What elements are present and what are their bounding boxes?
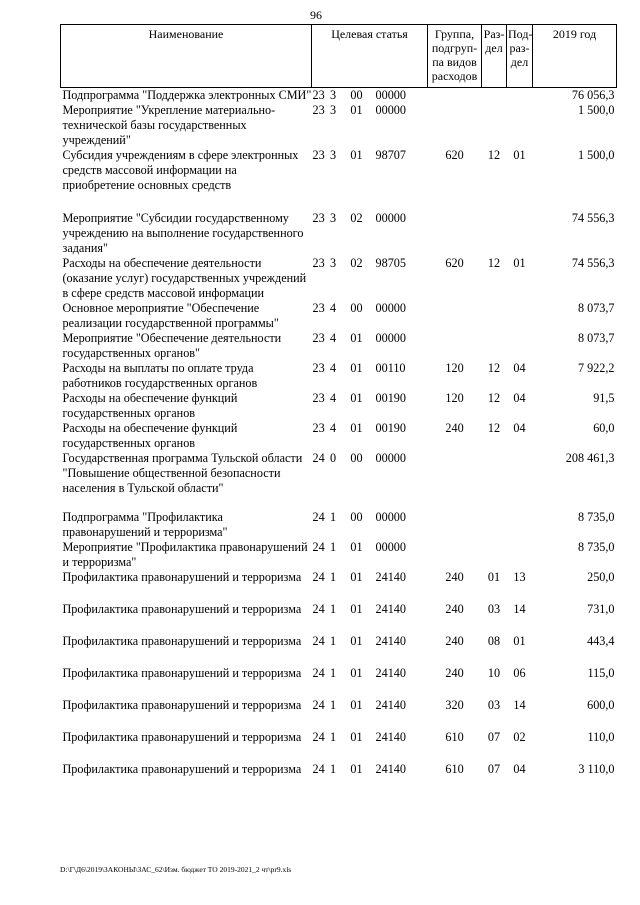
row-code: 00190 (375, 391, 406, 405)
row-name: Расходы на обеспечение функций государственных органов (62, 391, 238, 420)
row-program: 23 (312, 148, 325, 162)
row-expense-type (428, 88, 482, 104)
page-number: 96 (310, 8, 322, 22)
row-section: 07 (487, 762, 501, 776)
row-code: 00000 (375, 451, 406, 465)
row-name: Мероприятие "Укрепление материально-технической базы государственных учреждений" (62, 103, 276, 147)
row-subsection: 14 (513, 698, 526, 712)
row-spacer (61, 585, 617, 602)
row-program: 24 (312, 451, 325, 465)
row-group: 02 (350, 256, 363, 270)
row-section: 01 (487, 570, 501, 584)
row-expense-type (428, 331, 482, 361)
row-code: 24140 (375, 666, 406, 680)
row-group: 01 (350, 391, 363, 405)
row-subprogram: 1 (329, 602, 337, 616)
row-program: 23 (312, 88, 325, 102)
row-code: 00000 (375, 510, 406, 524)
row-amount: 76 056,3 (571, 88, 615, 102)
row-code: 00190 (375, 421, 406, 435)
row-amount: 60,0 (593, 421, 615, 435)
row-subprogram: 4 (329, 421, 337, 435)
row-program: 23 (312, 421, 325, 435)
row-program: 24 (312, 666, 325, 680)
footer-file-path: D:\Г\Д6\2019\ЗАКОНЫ\ЗАС_62\Изм. бюджет ТО 2019-2021_2 чт\pr9.xls (60, 865, 292, 874)
row-program: 24 (312, 698, 325, 712)
row-group: 01 (350, 698, 363, 712)
row-name: Профилактика правонарушений и терроризма (62, 730, 302, 744)
row-subsection: 04 (513, 421, 526, 435)
row-subsection (507, 88, 533, 104)
row-code: 00000 (375, 211, 406, 225)
table-row (61, 391, 617, 421)
row-name: Профилактика правонарушений и терроризма (62, 570, 302, 584)
table-row (61, 256, 617, 301)
row-section: 12 (487, 148, 501, 162)
row-amount: 3 110,0 (578, 762, 615, 776)
spacer-cell (61, 745, 617, 762)
budget-table (60, 24, 617, 777)
row-code: 24140 (375, 634, 406, 648)
row-subsection: 01 (513, 634, 526, 648)
table-row (61, 361, 617, 391)
row-group: 01 (350, 634, 363, 648)
row-amount: 443,4 (587, 634, 615, 648)
row-expense-type: 610 (445, 762, 464, 776)
header-target-article: Целевая статья (312, 25, 428, 88)
row-section: 08 (487, 634, 501, 648)
row-name: Расходы на обеспечение функций государственных органов (62, 421, 238, 450)
row-code: 24140 (375, 570, 406, 584)
table-header-row (61, 25, 617, 88)
row-section: 03 (487, 602, 501, 616)
row-program: 23 (312, 361, 325, 375)
row-amount: 1 500,0 (577, 103, 615, 117)
row-amount: 731,0 (587, 602, 615, 616)
row-expense-type (428, 540, 482, 570)
row-subprogram: 1 (329, 730, 337, 744)
row-expense-type: 620 (445, 256, 464, 270)
table-row (61, 602, 617, 617)
table-row (61, 634, 617, 649)
table-row (61, 666, 617, 681)
row-spacer (61, 496, 617, 510)
row-code: 24140 (375, 730, 406, 744)
row-group: 00 (350, 88, 363, 102)
row-group: 00 (350, 301, 363, 315)
spacer-cell (61, 713, 617, 730)
row-subprogram: 4 (329, 331, 337, 345)
header-section: Раз-дел (482, 25, 507, 88)
row-code: 98705 (375, 256, 406, 270)
row-group: 00 (350, 510, 363, 524)
row-expense-type (428, 211, 482, 256)
row-name: Основное мероприятие "Обеспечение реализации государственной программы" (62, 301, 279, 330)
row-section (482, 211, 507, 256)
row-amount: 8 073,7 (577, 331, 615, 345)
spacer-cell (61, 681, 617, 698)
row-subsection: 04 (513, 762, 526, 776)
row-amount: 208 461,3 (565, 451, 615, 465)
row-name: Государственная программа Тульской области "Повышение общественной безопасности населения в Тульской области" (62, 451, 303, 495)
row-code: 98707 (375, 148, 406, 162)
row-subsection: 14 (513, 602, 526, 616)
row-program: 24 (312, 570, 325, 584)
row-subsection (507, 211, 533, 256)
row-expense-type: 240 (445, 570, 464, 584)
row-expense-type: 120 (445, 361, 464, 375)
row-section (482, 103, 507, 148)
row-amount: 74 556,3 (571, 211, 615, 225)
table-row (61, 510, 617, 540)
row-expense-type: 240 (445, 421, 464, 435)
row-spacer (61, 649, 617, 666)
row-expense-type: 610 (445, 730, 464, 744)
row-program: 23 (312, 256, 325, 270)
row-subprogram: 3 (329, 103, 337, 117)
row-expense-type (428, 301, 482, 331)
row-amount: 7 922,2 (577, 361, 615, 375)
row-program: 24 (312, 602, 325, 616)
row-expense-type: 240 (445, 602, 464, 616)
row-subsection (507, 540, 533, 570)
row-group: 01 (350, 103, 363, 117)
row-section (482, 540, 507, 570)
row-subprogram: 1 (329, 540, 337, 554)
row-program: 24 (312, 762, 325, 776)
row-amount: 74 556,3 (571, 256, 615, 270)
row-spacer (61, 745, 617, 762)
row-subsection (507, 301, 533, 331)
table-row (61, 540, 617, 570)
row-subprogram: 1 (329, 634, 337, 648)
row-subsection (507, 510, 533, 540)
row-subprogram: 1 (329, 698, 337, 712)
row-amount: 110,0 (587, 730, 615, 744)
table-row (61, 570, 617, 585)
row-spacer (61, 681, 617, 698)
row-subprogram: 4 (329, 391, 337, 405)
row-name: Профилактика правонарушений и терроризма (62, 602, 302, 616)
row-section (482, 510, 507, 540)
table-row (61, 211, 617, 256)
table-row (61, 331, 617, 361)
row-section: 12 (487, 256, 501, 270)
row-section (482, 451, 507, 496)
row-section: 12 (487, 391, 501, 405)
table-row (61, 698, 617, 713)
row-program: 23 (312, 211, 325, 225)
row-subsection (507, 451, 533, 496)
row-name: Мероприятие "Обеспечение деятельности государственных органов" (62, 331, 282, 360)
row-name: Мероприятие "Профилактика правонарушений и терроризма" (62, 540, 308, 569)
row-spacer (61, 617, 617, 634)
row-group: 01 (350, 666, 363, 680)
row-program: 23 (312, 301, 325, 315)
row-spacer (61, 193, 617, 211)
row-name: Профилактика правонарушений и терроризма (62, 762, 302, 776)
row-section (482, 301, 507, 331)
row-spacer (61, 713, 617, 730)
row-name: Мероприятие "Субсидии государственному учреждению на выполнение государственного задания" (62, 211, 304, 255)
table-row (61, 421, 617, 451)
row-program: 24 (312, 730, 325, 744)
row-subprogram: 1 (329, 762, 337, 776)
row-amount: 115,0 (587, 666, 615, 680)
row-group: 01 (350, 602, 363, 616)
row-code: 00000 (375, 301, 406, 315)
row-code: 00000 (375, 331, 406, 345)
row-code: 00000 (375, 103, 406, 117)
row-group: 01 (350, 421, 363, 435)
spacer-cell (61, 585, 617, 602)
table-row (61, 103, 617, 148)
row-group: 00 (350, 451, 363, 465)
spacer-cell (61, 193, 617, 211)
row-amount: 8 735,0 (577, 510, 615, 524)
spacer-cell (61, 617, 617, 634)
row-subprogram: 1 (329, 666, 337, 680)
table-row (61, 730, 617, 745)
spacer-cell (61, 496, 617, 510)
row-group: 01 (350, 540, 363, 554)
row-subprogram: 3 (329, 148, 337, 162)
spacer-cell (61, 649, 617, 666)
row-subsection: 01 (513, 148, 526, 162)
row-code: 24140 (375, 698, 406, 712)
row-expense-type (428, 510, 482, 540)
header-expense-group: Группа, подгруп-па видов расходов (428, 25, 482, 88)
row-expense-type (428, 103, 482, 148)
row-program: 23 (312, 103, 325, 117)
row-section: 12 (487, 421, 501, 435)
row-group: 01 (350, 361, 363, 375)
row-section: 07 (487, 730, 501, 744)
row-name: Субсидия учреждениям в сфере электронных средств массовой информации на приобретение основных средств (62, 148, 299, 192)
row-section (482, 331, 507, 361)
row-code: 00000 (375, 540, 406, 554)
row-program: 24 (312, 510, 325, 524)
row-subsection: 02 (513, 730, 526, 744)
row-subprogram: 4 (329, 301, 337, 315)
row-subprogram: 1 (329, 570, 337, 584)
row-subsection (507, 103, 533, 148)
row-amount: 600,0 (587, 698, 615, 712)
row-name: Расходы на обеспечение деятельности (оказание услуг) государственных учреждений в сфере средств массовой информации (62, 256, 307, 300)
row-subprogram: 4 (329, 361, 337, 375)
row-program: 23 (312, 391, 325, 405)
table-row (61, 88, 617, 104)
row-group: 01 (350, 730, 363, 744)
row-expense-type: 120 (445, 391, 464, 405)
row-name: Профилактика правонарушений и терроризма (62, 634, 302, 648)
row-subsection: 04 (513, 391, 526, 405)
row-amount: 1 500,0 (577, 148, 615, 162)
row-group: 01 (350, 148, 363, 162)
row-amount: 8 735,0 (577, 540, 615, 554)
row-code: 24140 (375, 762, 406, 776)
row-group: 01 (350, 570, 363, 584)
row-subsection: 13 (513, 570, 526, 584)
row-expense-type (428, 451, 482, 496)
row-program: 24 (312, 540, 325, 554)
row-name: Подпрограмма "Поддержка электронных СМИ" (62, 88, 312, 102)
row-name: Расходы на выплаты по оплате труда работников государственных органов (62, 361, 258, 390)
row-amount: 91,5 (593, 391, 615, 405)
row-subsection: 06 (513, 666, 526, 680)
row-expense-type: 320 (445, 698, 464, 712)
table-row (61, 148, 617, 193)
row-program: 24 (312, 634, 325, 648)
row-expense-type: 620 (445, 148, 464, 162)
row-subprogram: 0 (329, 451, 337, 465)
table-row (61, 762, 617, 777)
row-amount: 8 073,7 (577, 301, 615, 315)
row-subprogram: 3 (329, 256, 337, 270)
row-amount: 250,0 (587, 570, 615, 584)
row-subprogram: 3 (329, 211, 337, 225)
row-subsection (507, 331, 533, 361)
row-subprogram: 3 (329, 88, 337, 102)
row-code: 24140 (375, 602, 406, 616)
row-name: Подпрограмма "Профилактика правонарушений и терроризма" (62, 510, 228, 539)
row-code: 00000 (375, 88, 406, 102)
header-name: Наименование (61, 25, 312, 88)
row-group: 01 (350, 331, 363, 345)
row-expense-type: 240 (445, 666, 464, 680)
row-name: Профилактика правонарушений и терроризма (62, 698, 302, 712)
row-subprogram: 1 (329, 510, 337, 524)
row-program: 23 (312, 331, 325, 345)
row-subsection: 01 (513, 256, 526, 270)
row-group: 01 (350, 762, 363, 776)
row-section: 10 (487, 666, 501, 680)
row-code: 00110 (375, 361, 406, 375)
row-section: 03 (487, 698, 501, 712)
row-group: 02 (350, 211, 363, 225)
header-subsection: Под-раз-дел (507, 25, 533, 88)
table-row (61, 301, 617, 331)
row-subsection: 04 (513, 361, 526, 375)
table-row (61, 451, 617, 496)
row-section: 12 (487, 361, 501, 375)
row-expense-type: 240 (445, 634, 464, 648)
row-name: Профилактика правонарушений и терроризма (62, 666, 302, 680)
row-section (482, 88, 507, 104)
header-year-2019: 2019 год (533, 25, 617, 88)
